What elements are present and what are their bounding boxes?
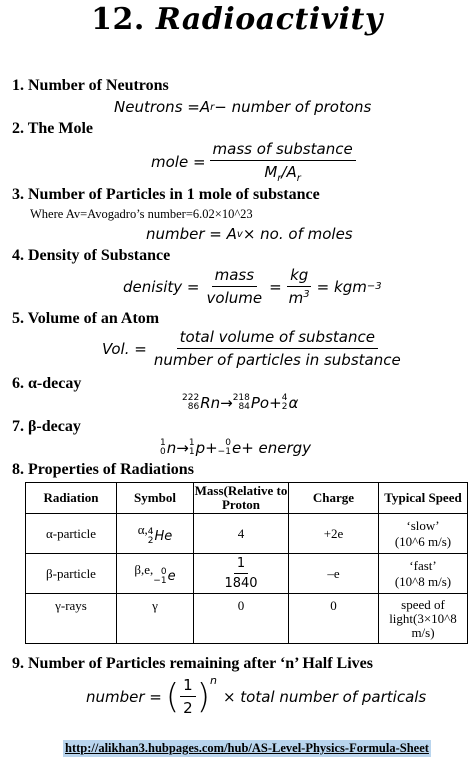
fraction-mass-volume: $\frac{\text{mass}}{\text{volume}}$ [206, 266, 263, 307]
title-number: 12. [91, 2, 145, 37]
numerator: mass of substance [210, 140, 356, 161]
table-row [26, 514, 468, 554]
equation-particles [146, 225, 353, 243]
heading-beta-decay: 7. β-decay [12, 418, 81, 435]
header-symbol: Symbol [117, 483, 194, 514]
eq-lhs: Vol. = [102, 339, 147, 358]
heading-volume: 5. Volume of an Atom [12, 310, 160, 327]
table-row [26, 554, 468, 594]
radiation-table [25, 482, 468, 644]
eq-rhs: − number of protons [214, 98, 372, 116]
title-word: Radioactivity [155, 2, 383, 37]
heading-density: 4. Density of Substance [12, 247, 171, 264]
eq-ar-sub: r [210, 101, 215, 113]
equation-half-lives: number = ( $\frac{1}{2}$ ) $^n$ × total number of particals [86, 674, 427, 717]
eq-sub: v [236, 228, 243, 240]
fraction: $\frac{\text{total volume of substance}}{\text{number of particles in substance}}$ [153, 328, 401, 369]
heading-half-lives: 9. Number of Particles remaining after ‘n’ Half Lives [12, 655, 373, 672]
equation-density: denisity = $\frac{\text{mass}}{\text{volume}}$ = $\frac{kg}{m^3}$ = kgm −3 [123, 266, 382, 307]
header-charge: Charge [289, 483, 379, 514]
cell-radiation: β-particle [26, 554, 117, 594]
table-header-row [26, 483, 468, 514]
eq-rhs: × no. of moles [242, 225, 353, 243]
denominator: $M_r/A_r$ [264, 163, 301, 184]
eq-lhs: denisity = [123, 277, 200, 296]
eq-lhs: mole = [151, 153, 206, 171]
equation-volume [102, 328, 408, 369]
cell-charge: +2e [289, 514, 379, 554]
header-radiation: Radiation [26, 483, 117, 514]
fraction-kg-m3: $\frac{kg}{m^3}$ [288, 266, 310, 307]
eq-lhs: Neutrons = [114, 98, 200, 116]
cell-radiation: α-particle [26, 514, 117, 554]
equation-beta-decay: 1 0 n → 1 1 p + 0 −1 e + energy [160, 438, 312, 457]
cell-symbol: β,e, 0 −1 e [117, 554, 194, 594]
fraction [210, 140, 356, 184]
heading-neutrons: 1. Number of Neutrons [12, 77, 169, 94]
cell-speed: speed of light(3×10^8 m/s) [379, 594, 468, 644]
eq-ar: A [199, 98, 211, 116]
exponent: n [209, 674, 217, 687]
heading-alpha-decay: 6. α-decay [12, 375, 82, 392]
cell-symbol: γ [117, 594, 194, 644]
equation-mole [151, 140, 360, 184]
cell-charge: –e [289, 554, 379, 594]
page-title [0, 2, 474, 37]
avogadro-note: Where Av=Avogadro’s number=6.02×10^23 [30, 207, 253, 221]
cell-mass: 4 [194, 514, 289, 554]
source-link[interactable]: http://alikhan3.hubpages.com/hub/AS-Level-Physics-Formula-Sheet [65, 741, 429, 755]
cell-radiation: γ-rays [26, 594, 117, 644]
eq-lhs: number = A [146, 225, 237, 243]
equation-neutrons [114, 98, 371, 116]
heading-particles: 3. Number of Particles in 1 mole of substance [12, 186, 320, 203]
eq-rhs: × total number of particals [222, 687, 427, 706]
cell-speed: ‘fast’ (10^8 m/s) [379, 554, 468, 594]
header-speed: Typical Speed [379, 483, 468, 514]
header-mass: Mass(Relative to Proton [194, 483, 288, 512]
heading-mole: 2. The Mole [12, 120, 94, 137]
cell-symbol: α, 4 2 He [117, 514, 194, 554]
cell-mass: $\frac{1}{1840}$ [194, 554, 289, 594]
fraction-half: $\frac{1}{2}$ [180, 676, 196, 717]
table-row [26, 594, 468, 644]
equation-alpha-decay: 222 86 Rn → 218 84 Po + 4 2 α [182, 393, 299, 412]
heading-properties: 8. Properties of Radiations [12, 461, 194, 478]
eq-lhs: number = [86, 687, 162, 706]
cell-mass: 0 [194, 594, 289, 644]
cell-speed: ‘slow’ (10^6 m/s) [379, 514, 468, 554]
cell-charge: 0 [289, 594, 379, 644]
